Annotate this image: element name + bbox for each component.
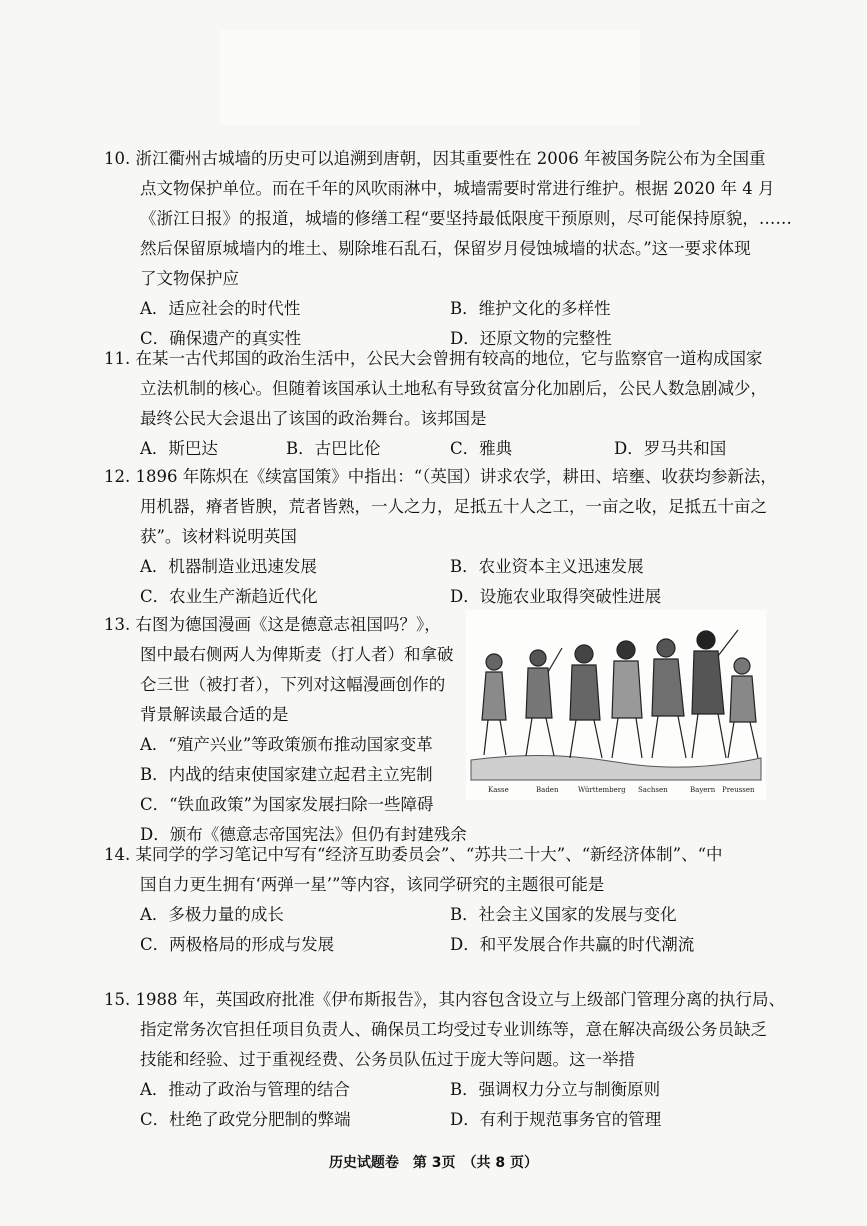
option-a[interactable]: A．多极力量的成长 — [140, 905, 284, 924]
question-line: 了文物保护应 — [140, 269, 239, 288]
question-number: 13. — [104, 615, 131, 634]
option-d[interactable]: D．和平发展合作共赢的时代潮流 — [450, 935, 695, 954]
question-number: 11. — [104, 349, 131, 368]
option-a[interactable]: A．“殖产兴业”等政策颁布推动国家变革 — [140, 735, 433, 754]
option-c[interactable]: C．雅典 — [450, 439, 513, 458]
option-d[interactable]: D．有利于规范事务官的管理 — [450, 1110, 662, 1129]
option-c[interactable]: C．确保遗产的真实性 — [140, 329, 302, 348]
question-11 — [104, 344, 784, 464]
question-number: 15. — [104, 990, 131, 1009]
question-line: 12. 1896 年陈炽在《续富国策》中指出：“（英国）讲求农学，耕田、培壅、收获均参新法， — [104, 467, 777, 486]
cartoon-label: Sachsen — [638, 786, 668, 794]
question-line: 14. 某同学的学习笔记中写有“经济互助委员会”、“苏共二十大”、“新经济体制”、“中 — [104, 845, 723, 864]
option-a[interactable]: A．机器制造业迅速发展 — [140, 557, 317, 576]
question-line: 10. 浙江衢州古城墙的历史可以追溯到唐朝，因其重要性在 2006 年被国务院公布为全国重 — [104, 149, 766, 168]
question-number: 14. — [104, 845, 131, 864]
option-b[interactable]: B．古巴比伦 — [286, 439, 381, 458]
option-b[interactable]: B．强调权力分立与制衡原则 — [450, 1080, 661, 1099]
options-row — [104, 582, 784, 612]
option-b[interactable]: B．内战的结束使国家建立起君主立宪制 — [140, 765, 433, 784]
question-line: 技能和经验、过于重视经费、公务员队伍过于庞大等问题。这一举措 — [140, 1050, 635, 1069]
option-b[interactable]: B．社会主义国家的发展与变化 — [450, 905, 677, 924]
question-10 — [104, 144, 792, 354]
option-d[interactable]: D．设施农业取得突破性进展 — [450, 587, 662, 606]
cartoon-label: Baden — [536, 786, 559, 794]
option-d[interactable]: D．还原文物的完整性 — [450, 329, 612, 348]
question-number: 10. — [104, 149, 131, 168]
question-line: 15. 1988 年，英国政府批准《伊布斯报告》，其内容包含设立与上级部门管理分离的执行局、 — [104, 990, 785, 1009]
option-c[interactable]: C．农业生产渐趋近代化 — [140, 587, 318, 606]
question-line: 获”。该材料说明英国 — [140, 527, 297, 546]
option-b[interactable]: B．维护文化的多样性 — [450, 299, 611, 318]
option-d[interactable]: D．颁布《德意志帝国宪法》但仍有封建残余 — [140, 825, 467, 844]
page-footer: 历史试题卷 第 3页 （共 8 页） — [328, 1155, 539, 1171]
cartoon-label: Bayern — [690, 786, 716, 794]
question-line: 然后保留原城墙内的堆土、剔除堆石乱石，保留岁月侵蚀城墙的状态。”这一要求体现 — [140, 239, 751, 258]
question-13 — [104, 610, 467, 850]
option-c[interactable]: C．杜绝了政党分肥制的弊端 — [140, 1110, 351, 1129]
question-line: 指定常务次官担任项目负责人、确保员工均受过专业训练等，意在解决高级公务员缺乏 — [140, 1020, 767, 1039]
option-b[interactable]: B．农业资本主义迅速发展 — [450, 557, 644, 576]
question-line: 《浙江日报》的报道，城墙的修缮工程“要坚持最低限度干预原则，尽可能保持原貌，…… — [140, 209, 792, 228]
options-row — [104, 900, 784, 930]
option-c[interactable]: C．“铁血政策”为国家发展扫除一些障碍 — [140, 795, 434, 814]
question-line: 用机器，瘠者皆腴，荒者皆熟，一人之力，足抵五十人之工，一亩之收，足抵五十亩之 — [140, 497, 767, 516]
options-row — [104, 294, 784, 324]
options-row — [104, 1075, 784, 1105]
question-15 — [104, 985, 784, 1135]
question-line: 图中最右侧两人为俾斯麦（打人者）和拿破 — [140, 645, 454, 664]
question-line: 背景解读最合适的是 — [140, 705, 289, 724]
question-line: 13. 右图为德国漫画《这是德意志祖国吗？》， — [104, 615, 441, 634]
question-line: 国自力更生拥有‘两弹一星’”等内容，该同学研究的主题很可能是 — [140, 875, 605, 894]
cartoon-image — [466, 610, 766, 800]
question-line: 立法机制的核心。但随着该国承认土地私有导致贫富分化加剧后，公民人数急剧减少， — [140, 379, 767, 398]
question-line: 11. 在某一古代邦国的政治生活中，公民大会曾拥有较高的地位，它与监察官一道构成国家 — [104, 349, 763, 368]
question-line: 点文物保护单位。而在千年的风吹雨淋中，城墙需要时常进行维护。根据 2020 年 4 月 — [140, 179, 775, 198]
option-a[interactable]: A．斯巴达 — [140, 439, 218, 458]
option-c[interactable]: C．两极格局的形成与发展 — [140, 935, 335, 954]
options-row — [104, 930, 784, 960]
cartoon-label: Kasse — [488, 786, 509, 794]
options-row — [104, 434, 784, 464]
option-d[interactable]: D．罗马共和国 — [614, 439, 727, 458]
cartoon-label: Preussen — [722, 786, 755, 794]
option-a[interactable]: A．推动了政治与管理的结合 — [140, 1080, 350, 1099]
question-12 — [104, 462, 784, 612]
question-line: 仑三世（被打者），下列对这幅漫画创作的 — [140, 675, 446, 694]
cartoon-label: Württemberg — [578, 786, 626, 794]
option-a[interactable]: A．适应社会的时代性 — [140, 299, 301, 318]
question-14 — [104, 840, 784, 960]
question-line: 最终公民大会退出了该国的政治舞台。该邦国是 — [140, 409, 487, 428]
question-number: 12. — [104, 467, 131, 486]
options-row — [104, 552, 784, 582]
options-row — [104, 1105, 784, 1135]
blank-header-area — [220, 30, 640, 125]
